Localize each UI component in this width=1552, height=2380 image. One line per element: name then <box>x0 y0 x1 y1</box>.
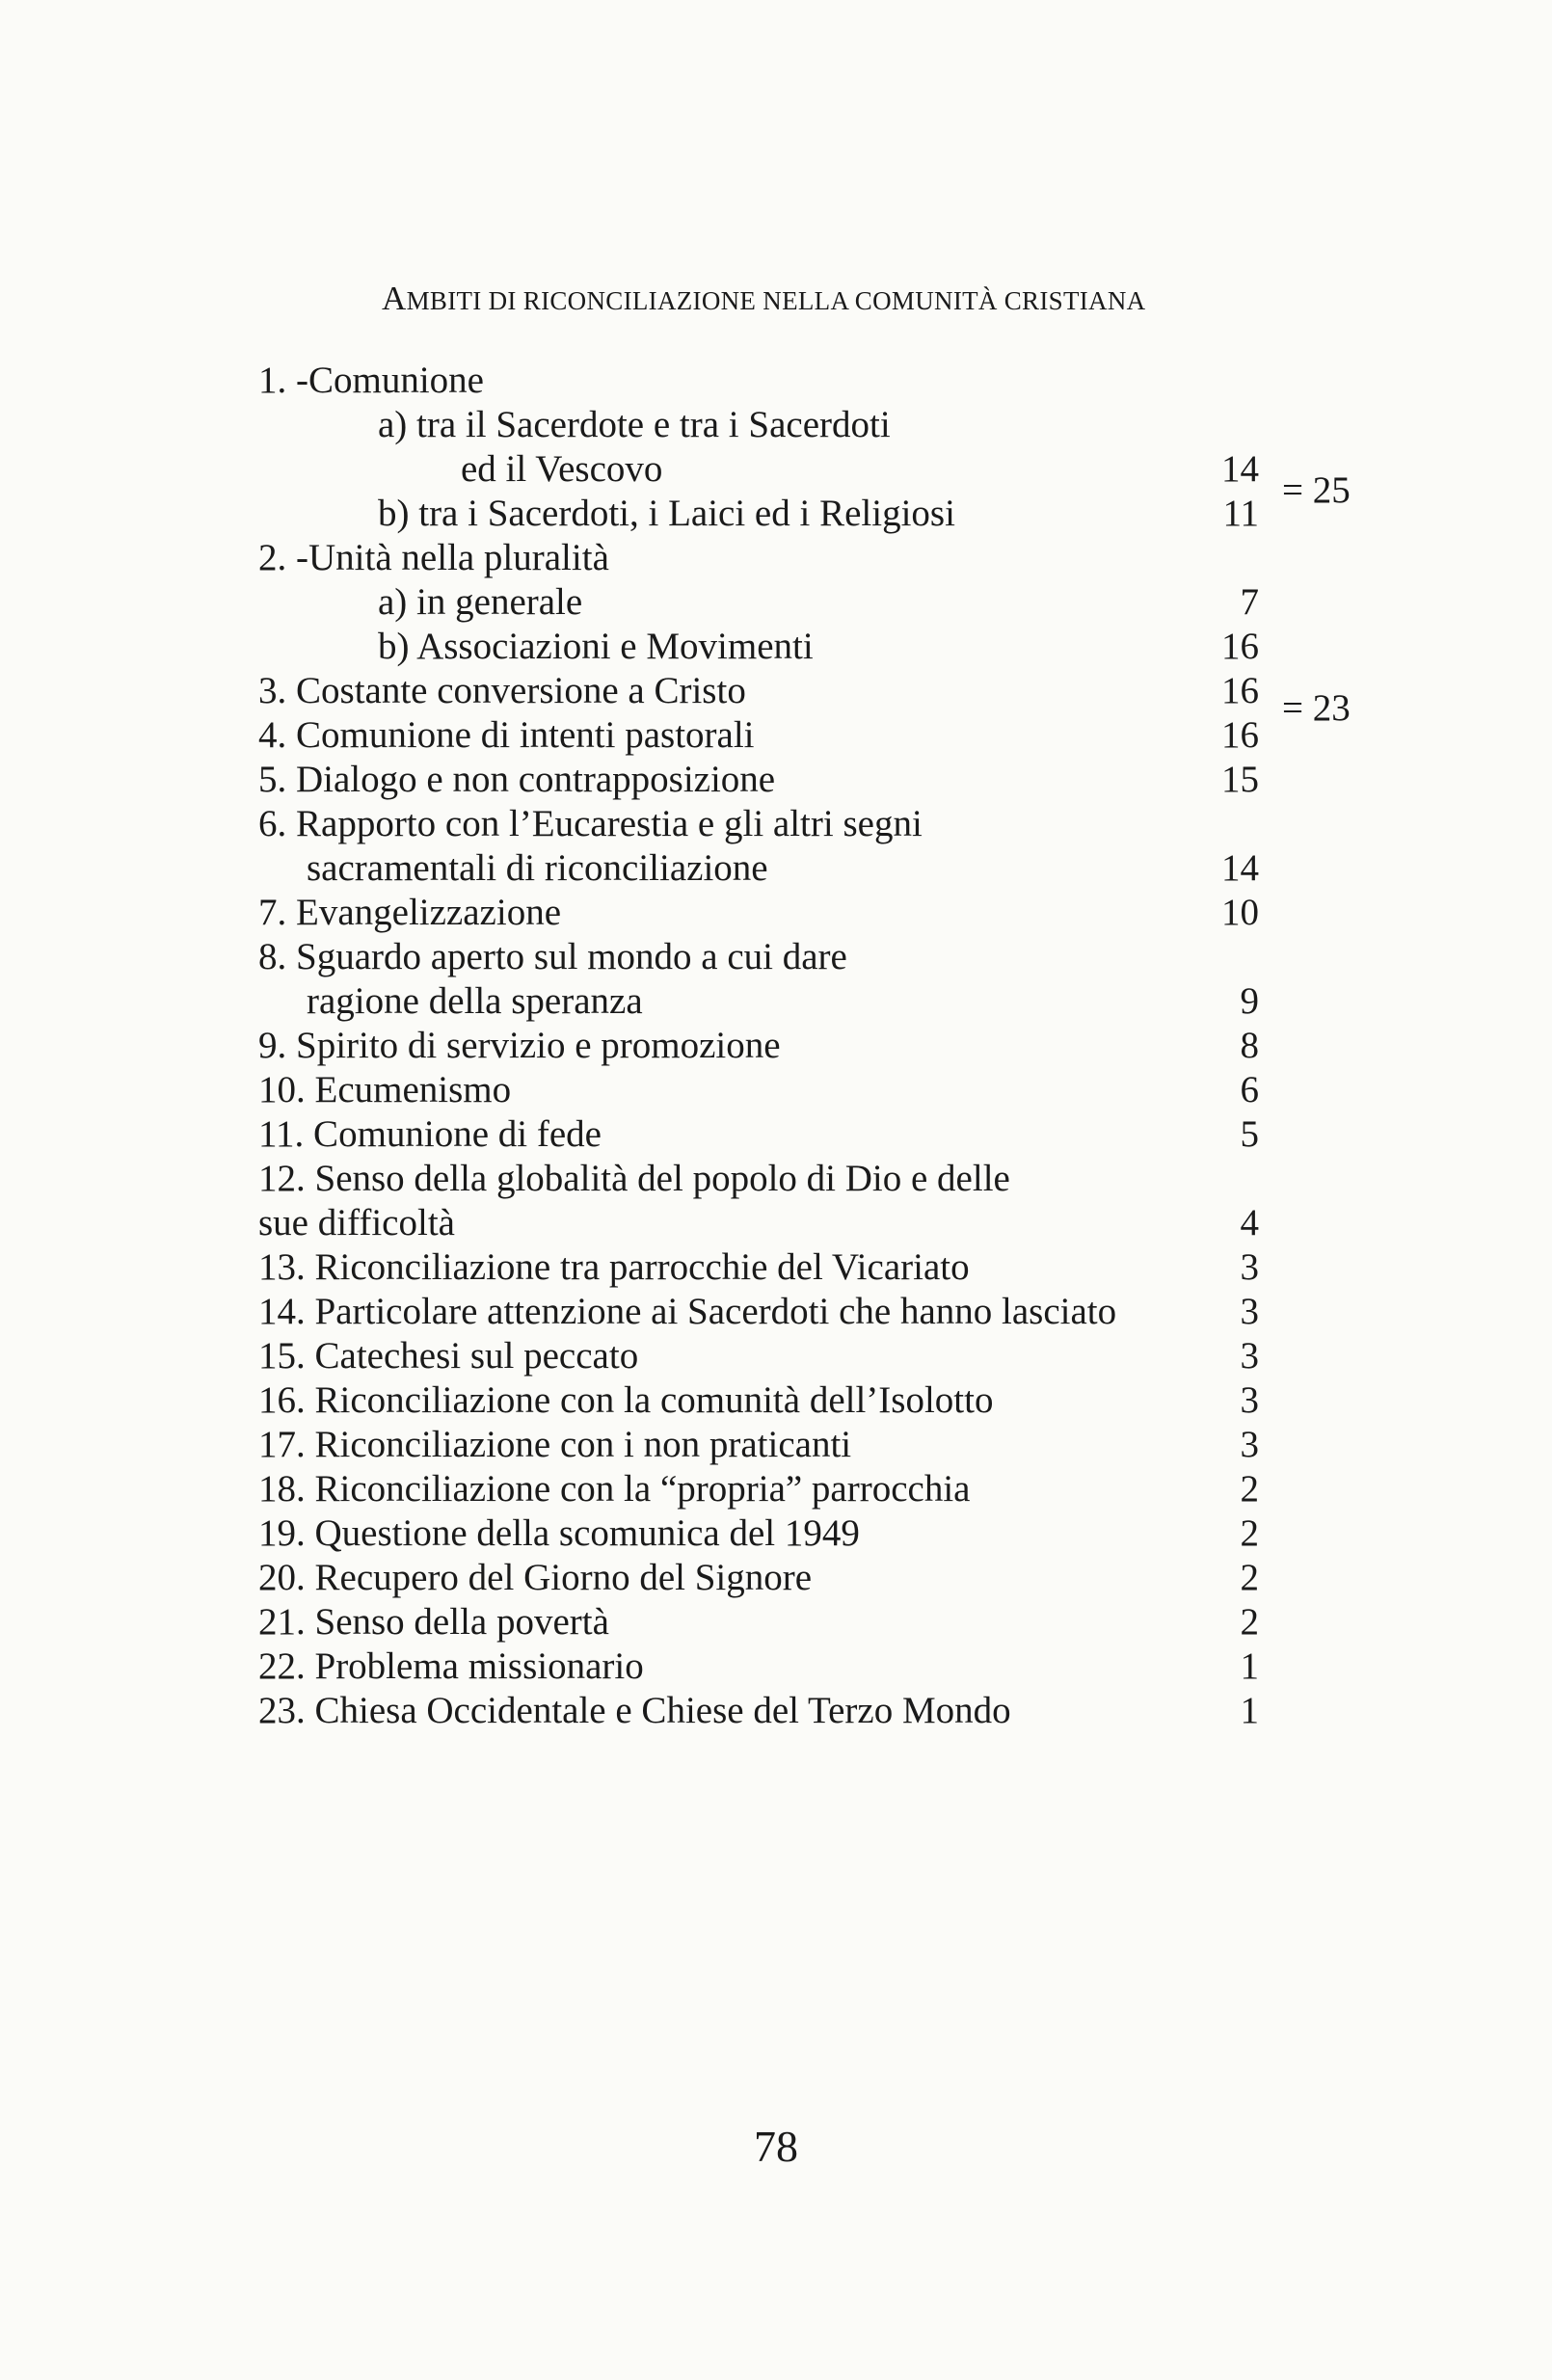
list-count: 2 <box>1240 1601 1259 1643</box>
list-line: a) tra il Sacerdote e tra i Sacerdoti <box>378 404 891 445</box>
list-count: 16 <box>1221 714 1259 756</box>
list-line: 13. Riconciliazione tra parrocchie del Vicariato <box>258 1246 970 1288</box>
list-line: 11. Comunione di fede <box>258 1113 602 1155</box>
list-line: 6. Rapporto con l’Eucarestia e gli altri segni <box>258 803 923 844</box>
list-line: 1. -Comunione <box>258 360 484 401</box>
list-count: 2 <box>1240 1468 1259 1510</box>
list-line: b) tra i Sacerdoti, i Laici ed i Religiosi <box>378 493 955 534</box>
list-count: 3 <box>1240 1246 1259 1288</box>
list-count: 14 <box>1221 448 1259 490</box>
list-count: 1 <box>1240 1690 1259 1731</box>
page-title <box>382 280 1145 318</box>
list-line: 12. Senso della globalità del popolo di Dio e delle <box>258 1158 1010 1199</box>
list-count: 16 <box>1221 626 1259 667</box>
list-line: 10. Ecumenismo <box>258 1069 512 1110</box>
list-count: 2 <box>1240 1557 1259 1598</box>
list-line: 9. Spirito di servizio e promozione <box>258 1025 781 1066</box>
list-line: 17. Riconciliazione con i non praticanti <box>258 1424 852 1465</box>
list-count: 3 <box>1240 1379 1259 1421</box>
list-count: 8 <box>1240 1025 1259 1066</box>
list-count: 7 <box>1240 581 1259 623</box>
list-line: 7. Evangelizzazione <box>258 892 561 933</box>
list-count: 1 <box>1240 1645 1259 1687</box>
list-line: 3. Costante conversione a Cristo <box>258 670 746 711</box>
list-count: 3 <box>1240 1291 1259 1332</box>
list-count: 15 <box>1221 759 1259 800</box>
group-total: = 23 <box>1282 687 1351 729</box>
group-total: = 25 <box>1282 469 1351 511</box>
list-line: a) in generale <box>378 581 583 623</box>
list-count: 14 <box>1221 847 1259 889</box>
list-count: 16 <box>1221 670 1259 711</box>
list-line: 18. Riconciliazione con la “propria” parrocchia <box>258 1468 971 1510</box>
list-line: sue difficoltà <box>258 1202 455 1243</box>
page-number: 78 <box>754 2122 798 2171</box>
title-initial: A <box>382 280 407 317</box>
list-count: 11 <box>1222 493 1259 534</box>
list-line: 16. Riconciliazione con la comunità dell’Isolotto <box>258 1379 994 1421</box>
list-count: 2 <box>1240 1512 1259 1554</box>
list-line: sacramentali di riconciliazione <box>307 847 768 889</box>
list-line: 2. -Unità nella pluralità <box>258 537 609 578</box>
list-count: 3 <box>1240 1335 1259 1377</box>
list-line: 23. Chiesa Occidentale e Chiese del Terzo Mondo <box>258 1690 1011 1731</box>
list-line: ragione della speranza <box>307 980 643 1022</box>
list-count: 10 <box>1221 892 1259 933</box>
list-line: 8. Sguardo aperto sul mondo a cui dare <box>258 936 847 977</box>
list-count: 4 <box>1240 1202 1259 1243</box>
list-line: 5. Dialogo e non contrapposizione <box>258 759 776 800</box>
list-line: 15. Catechesi sul peccato <box>258 1335 639 1377</box>
list-count: 5 <box>1240 1113 1259 1155</box>
list-count: 3 <box>1240 1424 1259 1465</box>
list-line: 14. Particolare attenzione ai Sacerdoti che hanno lasciato <box>258 1291 1117 1332</box>
list-line: b) Associazioni e Movimenti <box>378 626 814 667</box>
list-line: 20. Recupero del Giorno del Signore <box>258 1557 813 1598</box>
list-count: 6 <box>1240 1069 1259 1110</box>
list-count: 9 <box>1240 980 1259 1022</box>
list-line: 22. Problema missionario <box>258 1645 644 1687</box>
list-line: ed il Vescovo <box>461 448 663 490</box>
list-line: 21. Senso della povertà <box>258 1601 609 1643</box>
title-rest: MBITI DI RICONCILIAZIONE NELLA COMUNITÀ CRISTIANA <box>406 286 1146 315</box>
list-line: 19. Questione della scomunica del 1949 <box>258 1512 860 1554</box>
list-line: 4. Comunione di intenti pastorali <box>258 714 755 756</box>
